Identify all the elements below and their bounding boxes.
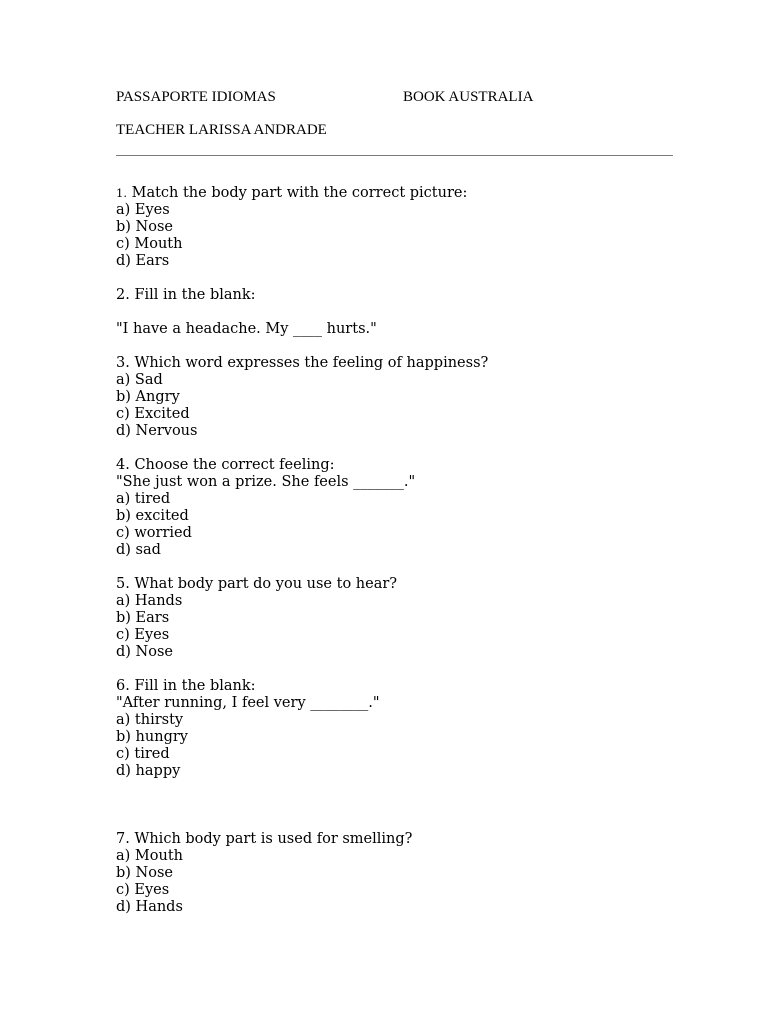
question-prompt: 3. Which word expresses the feeling of happiness? [116, 355, 489, 371]
answer-option: a) Eyes [116, 202, 170, 218]
answer-option: b) excited [116, 508, 189, 524]
answer-option: b) Angry [116, 389, 180, 405]
answer-option: b) Nose [116, 865, 173, 881]
answer-option: a) Sad [116, 372, 163, 388]
question-number: 1. [116, 186, 127, 200]
fill-in-sentence: "I have a headache. My ____ hurts." [116, 321, 377, 337]
question-5 [116, 576, 696, 661]
question-text: Match the body part with the correct picture: [131, 185, 468, 201]
question-2 [116, 287, 696, 338]
answer-option: d) Nose [116, 644, 173, 660]
answer-option: c) Eyes [116, 627, 170, 643]
answer-option: c) worried [116, 525, 192, 541]
question-prompt: 6. Fill in the blank: [116, 678, 256, 694]
answer-option: c) tired [116, 746, 170, 762]
answer-option: b) hungry [116, 729, 188, 745]
answer-option: a) Mouth [116, 848, 183, 864]
question-prompt: 7. Which body part is used for smelling? [116, 831, 413, 847]
answer-option: c) Excited [116, 406, 190, 422]
question-prompt: 5. What body part do you use to hear? [116, 576, 398, 592]
school-name: PASSAPORTE IDIOMAS [116, 89, 276, 105]
answer-option: d) sad [116, 542, 161, 558]
question-6 [116, 678, 696, 780]
question-3 [116, 355, 696, 440]
answer-option: d) happy [116, 763, 181, 779]
answer-option: a) thirsty [116, 712, 184, 728]
answer-option: b) Ears [116, 610, 170, 626]
question-list [116, 185, 696, 933]
question-prompt [116, 185, 696, 202]
question-4 [116, 457, 696, 559]
header-divider [116, 155, 673, 156]
blank-spacer [116, 304, 696, 321]
answer-option: b) Nose [116, 219, 173, 235]
answer-option: d) Nervous [116, 423, 198, 439]
answer-option: c) Mouth [116, 236, 183, 252]
answer-option: a) tired [116, 491, 171, 507]
question-7 [116, 831, 696, 916]
fill-in-sentence: "After running, I feel very ________." [116, 695, 380, 711]
teacher-name: TEACHER LARISSA ANDRADE [116, 122, 327, 138]
answer-option: d) Hands [116, 899, 183, 915]
answer-option: a) Hands [116, 593, 183, 609]
question-prompt: 2. Fill in the blank: [116, 287, 256, 303]
question-prompt: 4. Choose the correct feeling: [116, 457, 335, 473]
answer-option: d) Ears [116, 253, 170, 269]
question-1 [116, 185, 696, 270]
book-name: BOOK AUSTRALIA [403, 89, 534, 105]
fill-in-sentence: "She just won a prize. She feels _______." [116, 474, 416, 490]
answer-option: c) Eyes [116, 882, 170, 898]
